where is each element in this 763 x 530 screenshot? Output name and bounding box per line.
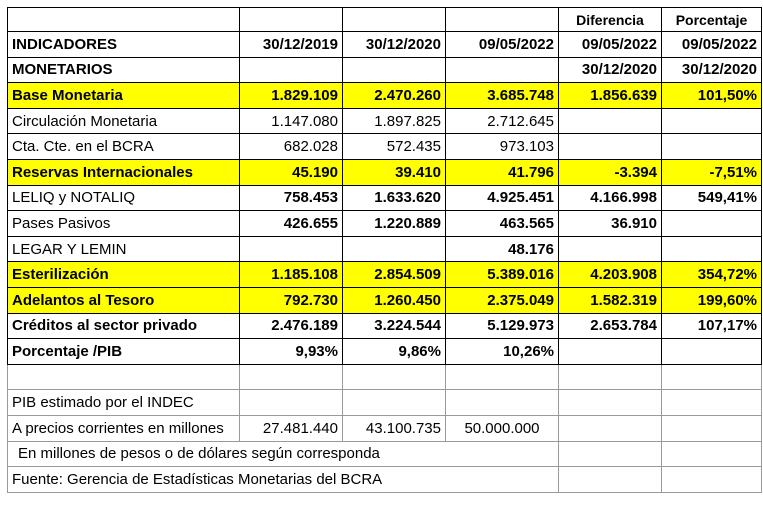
- row-label: Porcentaje /PIB: [8, 339, 240, 365]
- header-diff-date: 09/05/2022: [559, 32, 662, 58]
- pib-value: 27.481.440: [240, 415, 343, 441]
- empty-cell: [240, 364, 343, 390]
- cell-diff: -3.394: [559, 159, 662, 185]
- cell-pct: [662, 211, 762, 237]
- cell-diff: [559, 236, 662, 262]
- header-pct-base-date: 30/12/2020: [662, 57, 762, 83]
- row-porcentaje-pib: [8, 339, 762, 365]
- cell-pct: [662, 134, 762, 160]
- header-diferencia: Diferencia: [559, 8, 662, 32]
- header-porcentaje: Porcentaje: [662, 8, 762, 32]
- cell-pct: [662, 339, 762, 365]
- cell-value: 2.375.049: [446, 287, 559, 313]
- cell-value: 1.897.825: [343, 108, 446, 134]
- row-base-monetaria: [8, 83, 762, 109]
- spacer-row: [8, 364, 762, 390]
- header-date-2022: 09/05/2022: [446, 32, 559, 58]
- cell-value: 426.655: [240, 211, 343, 237]
- header-cell: [343, 57, 446, 83]
- row-label: Esterilización: [8, 262, 240, 288]
- header-row-2: [8, 32, 762, 58]
- cell-value: 1.260.450: [343, 287, 446, 313]
- empty-cell: [662, 415, 762, 441]
- cell-diff: 4.166.998: [559, 185, 662, 211]
- cell-pct: 354,72%: [662, 262, 762, 288]
- row-label: Base Monetaria: [8, 83, 240, 109]
- header-monetarios: MONETARIOS: [8, 57, 240, 83]
- header-cell: [8, 8, 240, 32]
- row-source: [8, 467, 762, 493]
- row-note: [8, 441, 762, 467]
- cell-value: 39.410: [343, 159, 446, 185]
- cell-value: 2.476.189: [240, 313, 343, 339]
- empty-cell: [343, 390, 446, 416]
- cell-value: 2.470.260: [343, 83, 446, 109]
- row-creditos-sector-privado: [8, 313, 762, 339]
- header-row-3: [8, 57, 762, 83]
- cell-diff: 1.582.319: [559, 287, 662, 313]
- cell-value: 4.925.451: [446, 185, 559, 211]
- row-cta-cte: [8, 134, 762, 160]
- cell-value: 10,26%: [446, 339, 559, 365]
- cell-pct: [662, 236, 762, 262]
- empty-cell: [559, 390, 662, 416]
- row-label: Pases Pasivos: [8, 211, 240, 237]
- cell-value: 41.796: [446, 159, 559, 185]
- cell-diff: 36.910: [559, 211, 662, 237]
- cell-value: 1.185.108: [240, 262, 343, 288]
- cell-value: 1.829.109: [240, 83, 343, 109]
- cell-pct: 549,41%: [662, 185, 762, 211]
- pib-value: 43.100.735: [343, 415, 446, 441]
- cell-value: 758.453: [240, 185, 343, 211]
- row-pases-pasivos: [8, 211, 762, 237]
- row-label: Circulación Monetaria: [8, 108, 240, 134]
- cell-value: [343, 236, 446, 262]
- pib-value: 50.000.000: [446, 415, 559, 441]
- header-indicadores: INDICADORES: [8, 32, 240, 58]
- cell-pct: -7,51%: [662, 159, 762, 185]
- cell-value: 48.176: [446, 236, 559, 262]
- row-adelantos-tesoro: [8, 287, 762, 313]
- cell-value: 5.129.973: [446, 313, 559, 339]
- cell-value: [240, 236, 343, 262]
- empty-cell: [240, 390, 343, 416]
- header-cell: [446, 8, 559, 32]
- cell-pct: 199,60%: [662, 287, 762, 313]
- row-pib-title: [8, 390, 762, 416]
- cell-value: 1.147.080: [240, 108, 343, 134]
- empty-cell: [662, 364, 762, 390]
- empty-cell: [446, 364, 559, 390]
- header-date-2020: 30/12/2020: [343, 32, 446, 58]
- cell-value: 3.224.544: [343, 313, 446, 339]
- row-label: Cta. Cte. en el BCRA: [8, 134, 240, 160]
- cell-value: 45.190: [240, 159, 343, 185]
- cell-value: 9,86%: [343, 339, 446, 365]
- empty-cell: [446, 390, 559, 416]
- empty-cell: [559, 364, 662, 390]
- header-cell: [240, 57, 343, 83]
- row-label: Adelantos al Tesoro: [8, 287, 240, 313]
- cell-pct: 107,17%: [662, 313, 762, 339]
- cell-diff: [559, 108, 662, 134]
- header-cell: [446, 57, 559, 83]
- cell-value: 463.565: [446, 211, 559, 237]
- cell-value: 682.028: [240, 134, 343, 160]
- cell-value: 3.685.748: [446, 83, 559, 109]
- empty-cell: [662, 390, 762, 416]
- empty-cell: [662, 441, 762, 467]
- pib-title: PIB estimado por el INDEC: [8, 390, 240, 416]
- row-reservas-internacionales: [8, 159, 762, 185]
- units-note: En millones de pesos o de dólares según corresponda: [8, 441, 559, 467]
- row-pib-values: [8, 415, 762, 441]
- cell-value: 792.730: [240, 287, 343, 313]
- cell-diff: 1.856.639: [559, 83, 662, 109]
- cell-value: 9,93%: [240, 339, 343, 365]
- header-date-2019: 30/12/2019: [240, 32, 343, 58]
- row-legar-lemin: [8, 236, 762, 262]
- row-leliq-notaliq: [8, 185, 762, 211]
- cell-value: 572.435: [343, 134, 446, 160]
- cell-diff: [559, 134, 662, 160]
- cell-value: 1.633.620: [343, 185, 446, 211]
- header-diff-base-date: 30/12/2020: [559, 57, 662, 83]
- row-esterilizacion: [8, 262, 762, 288]
- header-row-1: [8, 8, 762, 32]
- cell-value: 2.854.509: [343, 262, 446, 288]
- monetary-indicators-table: [7, 7, 762, 493]
- header-cell: [343, 8, 446, 32]
- cell-value: 1.220.889: [343, 211, 446, 237]
- header-cell: [240, 8, 343, 32]
- cell-value: 2.712.645: [446, 108, 559, 134]
- row-label: LEGAR Y LEMIN: [8, 236, 240, 262]
- empty-cell: [559, 415, 662, 441]
- source-note: Fuente: Gerencia de Estadísticas Monetarias del BCRA: [8, 467, 559, 493]
- empty-cell: [559, 441, 662, 467]
- empty-cell: [662, 467, 762, 493]
- row-label: Créditos al sector privado: [8, 313, 240, 339]
- row-label: LELIQ y NOTALIQ: [8, 185, 240, 211]
- empty-cell: [343, 364, 446, 390]
- cell-diff: [559, 339, 662, 365]
- row-label: Reservas Internacionales: [8, 159, 240, 185]
- header-pct-date: 09/05/2022: [662, 32, 762, 58]
- cell-diff: 2.653.784: [559, 313, 662, 339]
- cell-value: 973.103: [446, 134, 559, 160]
- cell-pct: 101,50%: [662, 83, 762, 109]
- row-circulacion-monetaria: [8, 108, 762, 134]
- cell-diff: 4.203.908: [559, 262, 662, 288]
- pib-label: A precios corrientes en millones: [8, 415, 240, 441]
- empty-cell: [559, 467, 662, 493]
- cell-pct: [662, 108, 762, 134]
- cell-value: 5.389.016: [446, 262, 559, 288]
- empty-cell: [8, 364, 240, 390]
